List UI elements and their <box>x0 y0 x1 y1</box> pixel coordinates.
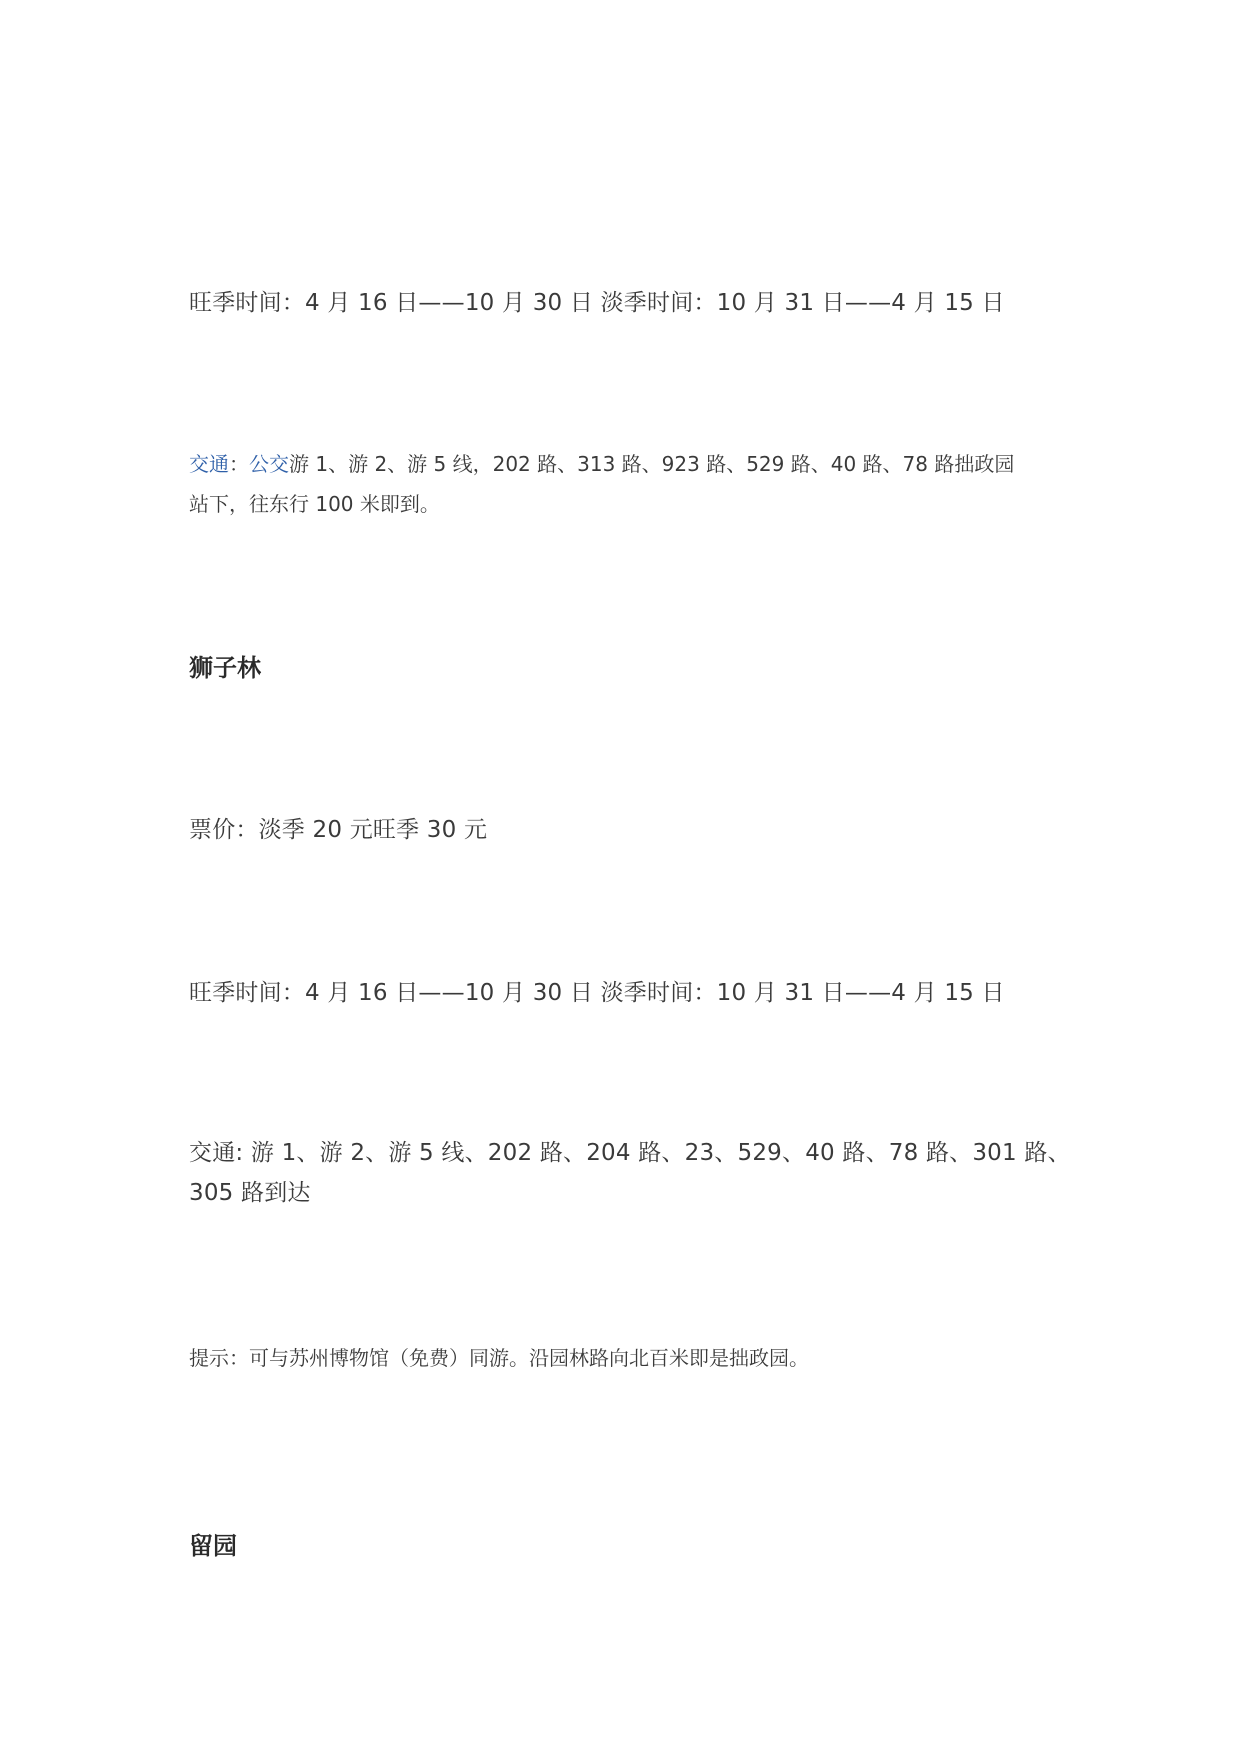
zhuozheng-transport-block <box>189 444 1069 524</box>
transport-colon: ： <box>229 452 249 476</box>
shizilin-tip-text: 提示：可与苏州博物馆（免费）同游。沿园林路向北百米即是拙政园。 <box>189 1346 809 1370</box>
shizilin-hours-text: 旺季时间：4 月 16 日——10 月 30 日 淡季时间：10 月 31 日——4 月 15 日 <box>189 980 1005 1006</box>
zhuozheng-hours-text: 旺季时间：4 月 16 日——10 月 30 日 淡季时间：10 月 31 日——4 月 15 日 <box>189 290 1005 316</box>
transport-routes-text: 游 1、游 2、游 5 线，202 路、313 路、923 路、529 路、40 路、78 路拙政园 <box>289 452 1015 476</box>
shizilin-transport-block <box>189 1133 1069 1213</box>
shizilin-price-text: 票价：淡季 20 元旺季 30 元 <box>189 817 488 843</box>
zhuozheng-transport-line1 <box>189 444 1069 484</box>
shizilin-transport-line2: 305 路到达 <box>189 1180 311 1206</box>
transport-label: 交通 <box>189 452 229 476</box>
bus-link[interactable]: 公交 <box>249 452 289 476</box>
liuyuan-heading: 留园 <box>189 1532 237 1560</box>
shizilin-transport-line1: 交通: 游 1、游 2、游 5 线、202 路、204 路、23、529、40 路、78 路、301 路、 <box>189 1140 1071 1166</box>
shizilin-heading: 狮子林 <box>189 654 261 682</box>
zhuozheng-transport-line2: 站下，往东行 100 米即到。 <box>189 492 440 516</box>
